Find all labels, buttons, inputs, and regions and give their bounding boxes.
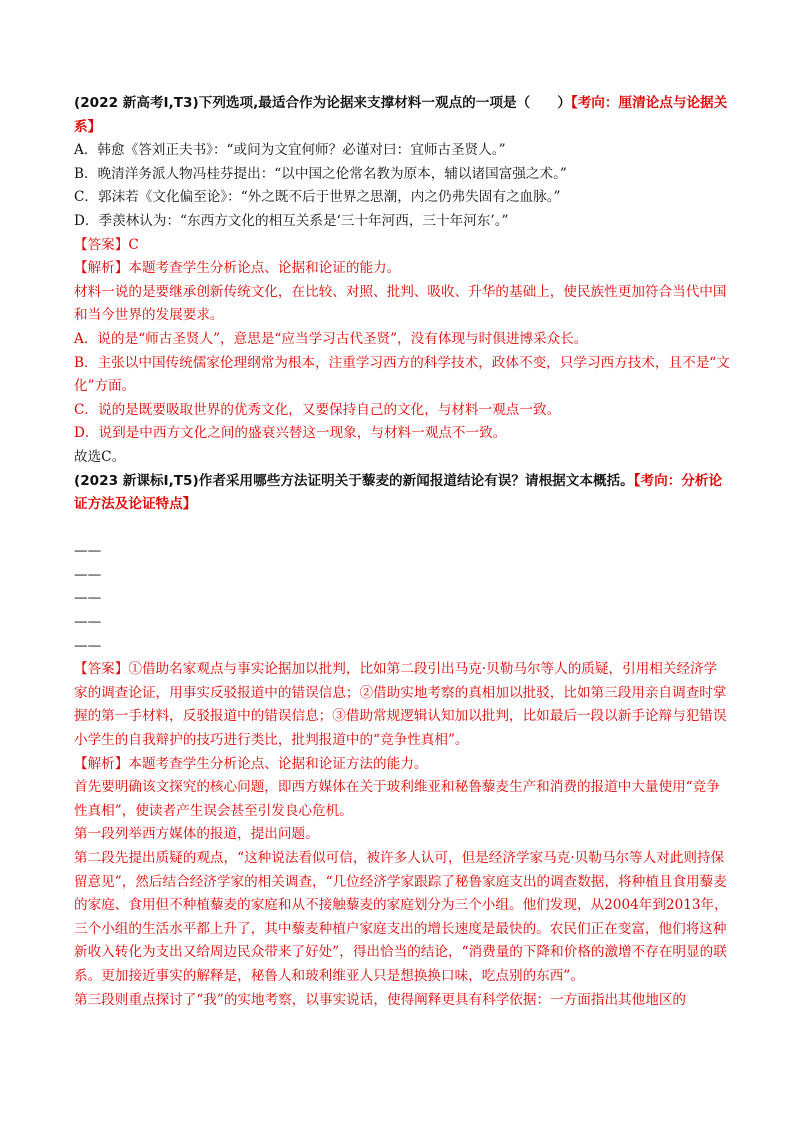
answer-blank-line: —— (74, 590, 102, 607)
analysis-paragraph: A．说的是“师古圣贤人”，意思是“应当学习古代圣贤”，没有体现与时俱进博采众长。 (74, 330, 588, 347)
question-1-conclusion: 故选C。 (74, 448, 126, 465)
question-2-analysis-head (74, 753, 730, 777)
analysis-intro: 本题考查学生分析论点、论据和论证的能力。 (128, 260, 401, 277)
option-a: A．韩愈《答刘正夫书》：“或问为文宜何师？必谨对曰：宜师古圣贤人。” (74, 142, 506, 159)
question-1-text: (2022 新高考Ⅰ,T3)下列选项,最适合作为论据来支撑材料一观点的一项是（ ） (74, 95, 571, 111)
question-2-answer: 【答案】①借助名家观点与事实论据加以批判，比如第二段引出马克·贝勒马尔等人的质疑，引用相关经济学家的调查论证，用事实反驳报道中的错误信息；②借助实地考察的真相加以批驳，比如第三段用亲自调查时掌握的第一手材料，反驳报道中的错误信息；③借助常规逻辑认知加以批判，比如最后一段以新手论辩与犯错误小学生的自我辩护的技巧进行类比，批判报道中的“竞争性真相”。 (74, 661, 727, 749)
question-2-text: (2023 新课标Ⅰ,T5)作者采用哪些方法证明关于藜麦的新闻报道结论有误？请根据文本概括。 (74, 472, 634, 489)
analysis-paragraph: 第三段则重点探讨了“我”的实地考察，以事实说话，使得阐释更具有科学依据：一方面指出其他地区的 (74, 991, 687, 1008)
answer-blank-line: —— (74, 566, 102, 583)
analysis-paragraph: D．说到是中西方文化之间的盛衰兴替这一现象，与材料一观点不一致。 (74, 425, 507, 442)
analysis-paragraph: 首先要明确该文探究的核心问题，即西方媒体在关于玻利维亚和秘鲁藜麦生产和消费的报道中大量使用“竞争性真相”，使读者产生误会甚至引发良心危机。 (74, 779, 720, 819)
question-1-analysis-head (74, 257, 730, 281)
analysis-paragraph: 第一段列举西方媒体的报道，提出问题。 (74, 826, 319, 843)
option-b: B．晚清洋务派人物冯桂芬提出：“以中国之伦常名教为原本，辅以诸国富强之术。” (74, 165, 567, 182)
option-d: D．季羡林认为：“东西方文化的相互关系是‘三十年河西，三十年河东’。” (74, 212, 509, 229)
analysis-paragraph: B．主张以中国传统儒家伦理纲常为根本，注重学习西方的科学技术，政体不变，只学习西方技术，且不是“文化”方面。 (74, 354, 730, 395)
document-page (74, 92, 730, 1012)
analysis-intro: 本题考查学生分析论点、论据和论证方法的能力。 (128, 755, 428, 772)
analysis-paragraph: C．说的是既要吸取世界的优秀文化，又要保持自己的文化，与材料一观点一致。 (74, 401, 561, 418)
question-1-answer: 【答案】C (74, 236, 139, 253)
question-2-stem (74, 470, 730, 517)
answer-blank-line: —— (74, 637, 102, 654)
question-1-tag: 【考向：厘清论点与论据关系】 (74, 95, 728, 135)
answer-blank-line (74, 517, 730, 541)
analysis-label: 【解析】 (74, 755, 129, 772)
question-2-tag: 【考向：分析论证方法及论证特点】 (74, 472, 723, 513)
analysis-paragraph: 材料一说的是要继承创新传统文化，在比较、对照、批判、吸收、升华的基础上，使民族性更加符合当代中国和当今世界的发展要求。 (74, 283, 727, 324)
analysis-paragraph: 第二段先提出质疑的观点，“这种说法看似可信，被许多人认可，但是经济学家马克·贝勒马尔等人对此则持保留意见”，然后结合经济学家的相关调查，“几位经济学家跟踪了秘鲁家庭支出的调查数据，将种植且食用藜麦的家庭、食用但不种植藜麦的家庭和从不接触藜麦的家庭划分为三个小组。他们发现，从2004年到2013年，三个小组的生活水平都上升了，其中藜麦种植户家庭支出的增长速度是最快的。农民们正在变富，他们将这种新收入转化为支出又给周边民众带来了好处”，得出恰当的结论，“消费量的下降和价格的激增不存在明显的联系。更加接近事实的解释是，秘鲁人和玻利维亚人只是想换换口味，吃点别的东西”。 (74, 850, 728, 984)
analysis-label: 【解析】 (74, 260, 129, 277)
question-1-stem (74, 92, 730, 139)
option-c: C．郭沫若《文化偏至论》：“外之既不后于世界之思潮，内之仍弗失固有之血脉。” (74, 189, 561, 206)
answer-blank-line: —— (74, 543, 102, 560)
answer-blank-line: —— (74, 614, 102, 631)
